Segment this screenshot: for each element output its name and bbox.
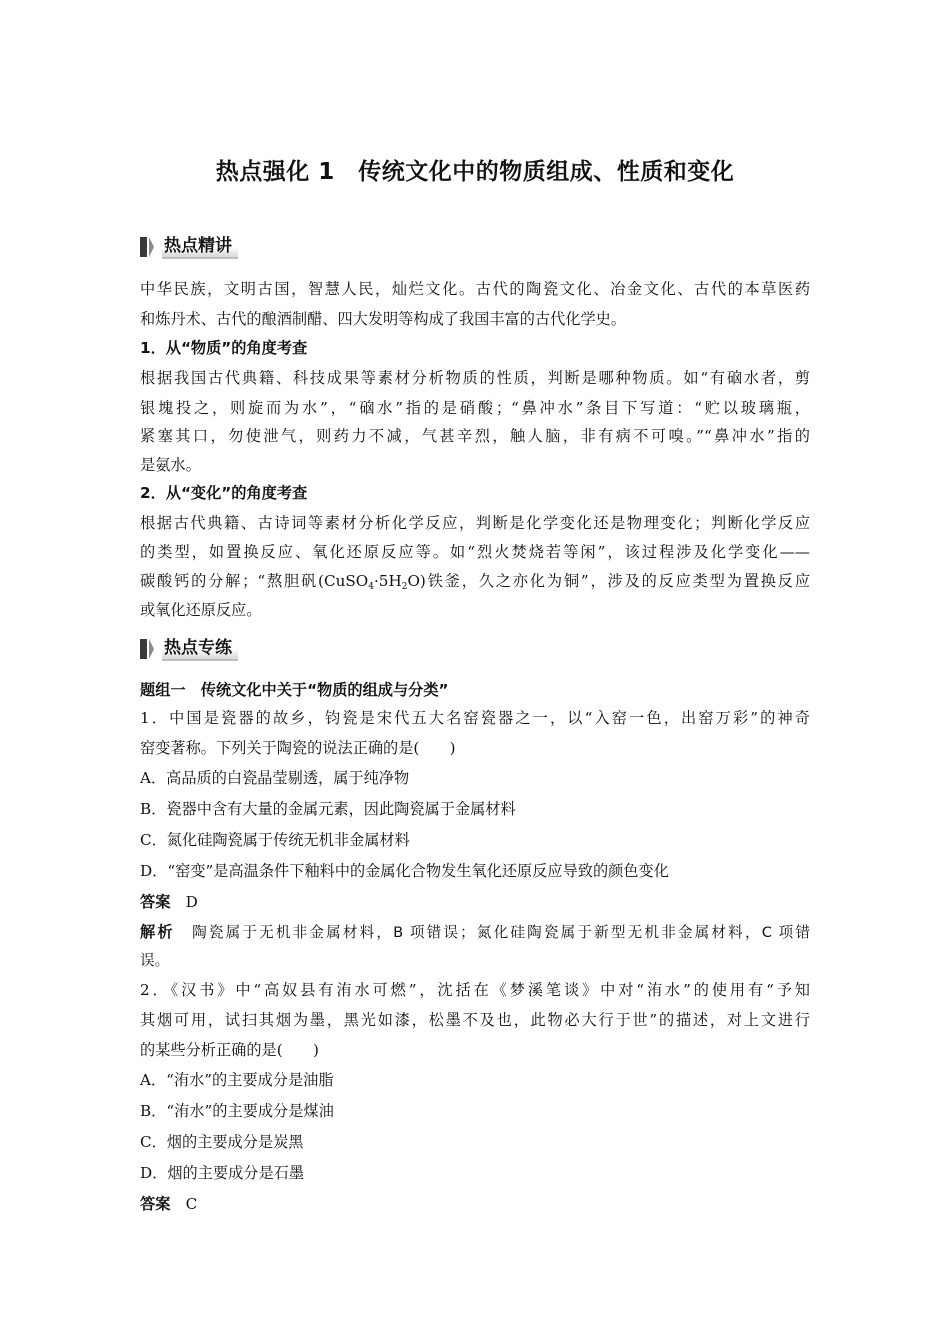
answer-line	[140, 892, 810, 912]
question-stem: 窑变著称。下列关于陶瓷的说法正确的是( )	[140, 739, 456, 757]
option-b: B．“洧水”的主要成分是煤油	[140, 1102, 334, 1120]
paragraph-line: 紧塞其口，勿使泄气，则药力不减，气甚辛烈，触人脑，非有病不可嗅。”“鼻冲水”指的	[140, 427, 810, 445]
section-arrow-icon	[149, 237, 154, 257]
analysis-line: 解析 陶瓷属于无机非金属材料，B 项错误；氮化硅陶瓷属于新型无机非金属材料，C 项错	[140, 923, 811, 941]
point-heading: 2．从“变化”的角度考查	[140, 484, 308, 502]
option-a: A．“洧水”的主要成分是油脂	[140, 1071, 334, 1089]
paragraph-line: 或氧化还原反应。	[140, 601, 262, 619]
answer-line	[140, 1194, 810, 1214]
paragraph-line-formula: 碳酸钙的分解；“熬胆矾$(CuSO_4\cdot 5H_2O)$铁釜，久之亦化为铜”，涉及的反应类型为置换反应	[140, 572, 811, 592]
answer-label: 答案	[140, 1195, 171, 1213]
analysis-line: 误。	[140, 952, 170, 969]
option-d: D．“窑变”是高温条件下釉料中的金属化合物发生氧化还原反应导致的颜色变化	[140, 862, 669, 880]
intro-line: 和炼丹术、古代的酿酒制醋、四大发明等构成了我国丰富的古代化学史。	[140, 310, 626, 328]
option-d: D．烟的主要成分是石墨	[140, 1164, 305, 1182]
section-header-jingjiang	[140, 236, 238, 258]
answer-label: 答案	[140, 893, 171, 911]
point-heading: 1．从“物质”的角度考查	[140, 339, 308, 357]
paragraph-line: 根据我国古代典籍、科技成果等素材分析物质的性质，判断是哪种物质。如“有硇水者，剪	[140, 369, 810, 387]
paragraph-line: 根据古代典籍、古诗词等素材分析化学反应，判断是化学变化还是物理变化；判断化学反应	[140, 514, 810, 532]
answer-value: C	[185, 1195, 198, 1213]
paragraph-line: 银塊投之，则旋而为水”，“硇水”指的是硝酸；“鼻冲水”条目下写道：“贮以玻璃瓶，	[140, 399, 810, 417]
option-b: B．瓷器中含有大量的金属元素，因此陶瓷属于金属材料	[140, 800, 516, 818]
intro-line: 中华民族，文明古国，智慧人民，灿烂文化。古代的陶瓷文化、冶金文化、古代的本草医药	[140, 280, 810, 298]
section-marker-icon	[140, 237, 147, 257]
question-stem: 的某些分析正确的是( )	[140, 1041, 319, 1059]
paragraph-line: 是氨水。	[140, 456, 201, 474]
analysis-label: 解析	[140, 923, 175, 941]
section-title: 热点精讲	[162, 235, 238, 259]
option-c: C．烟的主要成分是炭黑	[140, 1133, 304, 1151]
answer-value: D	[185, 893, 198, 911]
paragraph-line: 的类型，如置换反应、氧化还原反应等。如“烈火焚烧若等闲”，该过程涉及化学变化——	[140, 543, 810, 561]
question-stem: 2．《汉书》中“高奴县有洧水可燃”，沈括在《梦溪笔谈》中对“洧水”的使用有“予知	[140, 981, 810, 999]
section-arrow-icon	[149, 639, 154, 659]
group-heading: 题组一 传统文化中关于“物质的组成与分类”	[140, 681, 449, 699]
question-stem: 1．中国是瓷器的故乡，钧瓷是宋代五大名窑瓷器之一，以“入窑一色，出窑万彩”的神奇	[140, 709, 810, 727]
option-c: C．氮化硅陶瓷属于传统无机非金属材料	[140, 831, 410, 849]
section-header-zhuanlian	[140, 638, 238, 660]
question-stem: 其烟可用，试扫其烟为墨，黑光如漆，松墨不及也，此物必大行于世”的描述，对上文进行	[140, 1011, 810, 1029]
section-title: 热点专练	[162, 637, 238, 661]
section-marker-icon	[140, 639, 147, 659]
page-title: 热点强化 1 传统文化中的物质组成、性质和变化	[215, 159, 735, 185]
option-a: A．高品质的白瓷晶莹剔透，属于纯净物	[140, 769, 410, 787]
